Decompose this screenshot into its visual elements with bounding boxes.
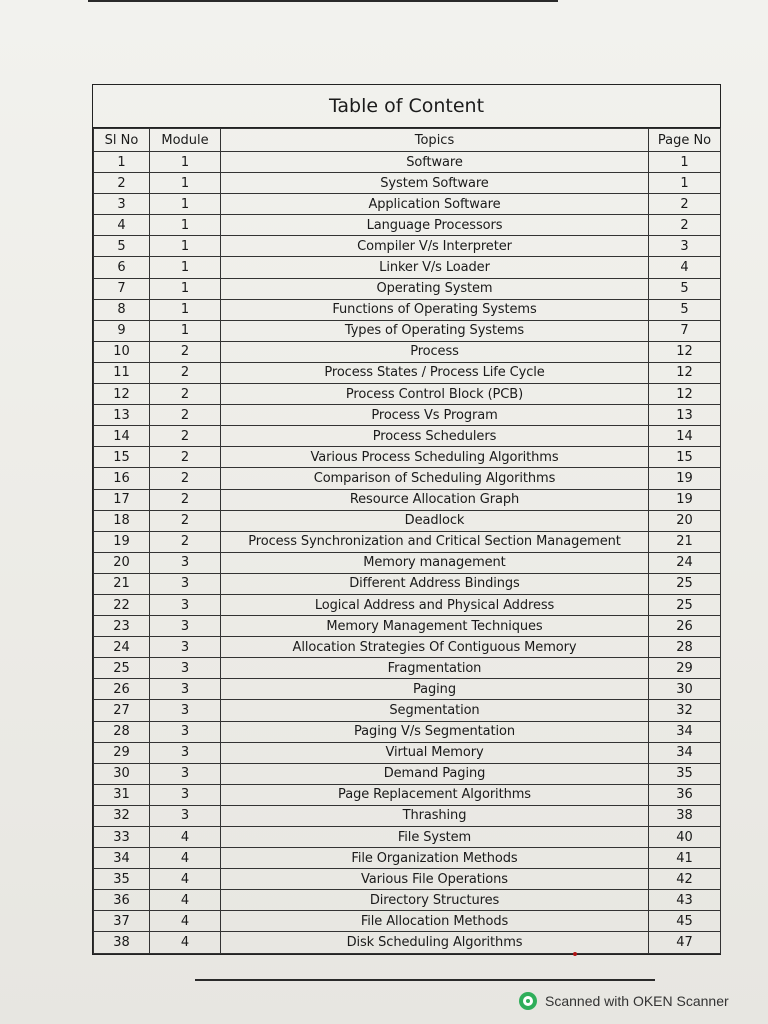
toc-body (94, 152, 721, 954)
row-module: 4 (150, 869, 221, 890)
row-sl-no: 12 (94, 384, 150, 405)
row-sl-no: 29 (94, 742, 150, 763)
row-module: 3 (150, 700, 221, 721)
row-topic: Functions of Operating Systems (221, 299, 649, 320)
table-row (94, 700, 721, 721)
row-topic: Memory Management Techniques (221, 616, 649, 637)
table-row (94, 299, 721, 320)
row-page-no: 13 (649, 405, 721, 426)
table-row (94, 489, 721, 510)
row-page-no: 7 (649, 320, 721, 341)
scanner-watermark-text: Scanned with OKEN Scanner (545, 993, 729, 1009)
row-sl-no: 17 (94, 489, 150, 510)
table-row (94, 658, 721, 679)
row-page-no: 45 (649, 911, 721, 932)
row-topic: Paging V/s Segmentation (221, 721, 649, 742)
row-module: 3 (150, 679, 221, 700)
row-topic: Types of Operating Systems (221, 320, 649, 341)
row-sl-no: 20 (94, 552, 150, 573)
row-module: 4 (150, 911, 221, 932)
row-sl-no: 32 (94, 805, 150, 826)
row-sl-no: 34 (94, 848, 150, 869)
row-page-no: 2 (649, 194, 721, 215)
row-module: 3 (150, 573, 221, 594)
row-page-no: 12 (649, 384, 721, 405)
row-module: 1 (150, 173, 221, 194)
table-row (94, 594, 721, 615)
row-module: 2 (150, 510, 221, 531)
row-topic: Application Software (221, 194, 649, 215)
table-row (94, 573, 721, 594)
table-of-content (92, 84, 721, 955)
row-sl-no: 36 (94, 890, 150, 911)
row-page-no: 25 (649, 573, 721, 594)
row-module: 2 (150, 468, 221, 489)
row-topic: Segmentation (221, 700, 649, 721)
table-row (94, 827, 721, 848)
row-sl-no: 6 (94, 257, 150, 278)
row-module: 4 (150, 827, 221, 848)
row-page-no: 1 (649, 173, 721, 194)
row-page-no: 24 (649, 552, 721, 573)
row-sl-no: 33 (94, 827, 150, 848)
row-module: 1 (150, 278, 221, 299)
table-row (94, 510, 721, 531)
table-row (94, 721, 721, 742)
row-sl-no: 7 (94, 278, 150, 299)
row-page-no: 41 (649, 848, 721, 869)
row-topic: Operating System (221, 278, 649, 299)
row-module: 2 (150, 362, 221, 383)
row-topic: Logical Address and Physical Address (221, 594, 649, 615)
row-module: 3 (150, 784, 221, 805)
toc-header-row (94, 129, 721, 152)
row-page-no: 25 (649, 594, 721, 615)
table-row (94, 531, 721, 552)
table-row (94, 405, 721, 426)
row-module: 1 (150, 152, 221, 173)
row-page-no: 32 (649, 700, 721, 721)
row-page-no: 3 (649, 236, 721, 257)
table-row (94, 426, 721, 447)
row-module: 3 (150, 805, 221, 826)
table-row (94, 236, 721, 257)
row-module: 2 (150, 447, 221, 468)
row-topic: Process States / Process Life Cycle (221, 362, 649, 383)
row-module: 3 (150, 616, 221, 637)
ink-dot (573, 952, 577, 956)
row-topic: Disk Scheduling Algorithms (221, 932, 649, 953)
row-topic: Software (221, 152, 649, 173)
row-sl-no: 15 (94, 447, 150, 468)
row-module: 2 (150, 341, 221, 362)
table-row (94, 362, 721, 383)
row-topic: Compiler V/s Interpreter (221, 236, 649, 257)
row-page-no: 14 (649, 426, 721, 447)
header-topics: Topics (221, 129, 649, 152)
table-row (94, 742, 721, 763)
row-sl-no: 22 (94, 594, 150, 615)
row-sl-no: 4 (94, 215, 150, 236)
row-page-no: 35 (649, 763, 721, 784)
header-page-no: Page No (649, 129, 721, 152)
row-topic: Process Vs Program (221, 405, 649, 426)
row-topic: File Organization Methods (221, 848, 649, 869)
table-row (94, 805, 721, 826)
row-module: 3 (150, 637, 221, 658)
row-module: 3 (150, 763, 221, 784)
row-page-no: 43 (649, 890, 721, 911)
row-page-no: 36 (649, 784, 721, 805)
row-topic: Process Schedulers (221, 426, 649, 447)
row-module: 4 (150, 932, 221, 953)
row-module: 4 (150, 848, 221, 869)
row-topic: Paging (221, 679, 649, 700)
header-sl-no: Sl No (94, 129, 150, 152)
row-page-no: 2 (649, 215, 721, 236)
row-topic: Memory management (221, 552, 649, 573)
row-topic: Linker V/s Loader (221, 257, 649, 278)
row-topic: Thrashing (221, 805, 649, 826)
row-topic: Page Replacement Algorithms (221, 784, 649, 805)
row-sl-no: 25 (94, 658, 150, 679)
row-module: 3 (150, 658, 221, 679)
row-topic: Process (221, 341, 649, 362)
row-page-no: 12 (649, 341, 721, 362)
row-sl-no: 38 (94, 932, 150, 953)
table-row (94, 616, 721, 637)
row-module: 1 (150, 257, 221, 278)
row-module: 1 (150, 215, 221, 236)
row-module: 2 (150, 531, 221, 552)
row-sl-no: 35 (94, 869, 150, 890)
row-sl-no: 9 (94, 320, 150, 341)
row-page-no: 21 (649, 531, 721, 552)
row-topic: Virtual Memory (221, 742, 649, 763)
table-row (94, 468, 721, 489)
row-module: 2 (150, 489, 221, 510)
row-sl-no: 14 (94, 426, 150, 447)
table-row (94, 278, 721, 299)
table-row (94, 320, 721, 341)
row-topic: Different Address Bindings (221, 573, 649, 594)
table-row (94, 447, 721, 468)
row-sl-no: 11 (94, 362, 150, 383)
row-topic: Various Process Scheduling Algorithms (221, 447, 649, 468)
toc-table (93, 128, 721, 954)
row-sl-no: 24 (94, 637, 150, 658)
row-module: 3 (150, 552, 221, 573)
table-row (94, 784, 721, 805)
row-module: 1 (150, 299, 221, 320)
row-page-no: 19 (649, 468, 721, 489)
row-module: 3 (150, 721, 221, 742)
row-sl-no: 3 (94, 194, 150, 215)
row-page-no: 30 (649, 679, 721, 700)
table-row (94, 637, 721, 658)
table-row (94, 679, 721, 700)
row-page-no: 19 (649, 489, 721, 510)
row-topic: Process Synchronization and Critical Section Management (221, 531, 649, 552)
table-row (94, 215, 721, 236)
row-sl-no: 2 (94, 173, 150, 194)
row-module: 2 (150, 426, 221, 447)
row-sl-no: 37 (94, 911, 150, 932)
row-page-no: 5 (649, 299, 721, 320)
row-page-no: 20 (649, 510, 721, 531)
row-sl-no: 1 (94, 152, 150, 173)
row-page-no: 34 (649, 721, 721, 742)
row-topic: Directory Structures (221, 890, 649, 911)
row-page-no: 5 (649, 278, 721, 299)
row-sl-no: 10 (94, 341, 150, 362)
row-module: 3 (150, 594, 221, 615)
row-sl-no: 8 (94, 299, 150, 320)
table-row (94, 257, 721, 278)
row-topic: Various File Operations (221, 869, 649, 890)
row-sl-no: 21 (94, 573, 150, 594)
row-topic: Demand Paging (221, 763, 649, 784)
row-sl-no: 30 (94, 763, 150, 784)
row-page-no: 12 (649, 362, 721, 383)
toc-title: Table of Content (93, 85, 720, 128)
row-module: 3 (150, 742, 221, 763)
table-row (94, 152, 721, 173)
row-sl-no: 28 (94, 721, 150, 742)
table-row (94, 890, 721, 911)
row-sl-no: 31 (94, 784, 150, 805)
table-row (94, 384, 721, 405)
header-module: Module (150, 129, 221, 152)
table-row (94, 341, 721, 362)
row-module: 1 (150, 236, 221, 257)
row-topic: System Software (221, 173, 649, 194)
bottom-rule-line (195, 979, 655, 981)
row-page-no: 15 (649, 447, 721, 468)
row-page-no: 28 (649, 637, 721, 658)
table-row (94, 869, 721, 890)
table-row (94, 173, 721, 194)
table-row (94, 194, 721, 215)
row-sl-no: 23 (94, 616, 150, 637)
row-module: 2 (150, 384, 221, 405)
row-sl-no: 19 (94, 531, 150, 552)
table-row (94, 763, 721, 784)
row-sl-no: 5 (94, 236, 150, 257)
table-row (94, 911, 721, 932)
row-module: 4 (150, 890, 221, 911)
table-row (94, 932, 721, 953)
row-module: 1 (150, 320, 221, 341)
row-module: 1 (150, 194, 221, 215)
scanner-watermark (519, 990, 729, 1012)
row-topic: Language Processors (221, 215, 649, 236)
row-page-no: 42 (649, 869, 721, 890)
row-topic: Allocation Strategies Of Contiguous Memory (221, 637, 649, 658)
row-page-no: 4 (649, 257, 721, 278)
row-sl-no: 26 (94, 679, 150, 700)
row-topic: File Allocation Methods (221, 911, 649, 932)
row-sl-no: 13 (94, 405, 150, 426)
row-page-no: 1 (649, 152, 721, 173)
oken-scanner-logo-icon (519, 992, 537, 1010)
row-page-no: 47 (649, 932, 721, 953)
row-page-no: 34 (649, 742, 721, 763)
row-sl-no: 27 (94, 700, 150, 721)
table-row (94, 848, 721, 869)
row-topic: Deadlock (221, 510, 649, 531)
row-topic: Process Control Block (PCB) (221, 384, 649, 405)
row-page-no: 26 (649, 616, 721, 637)
row-page-no: 29 (649, 658, 721, 679)
row-topic: Resource Allocation Graph (221, 489, 649, 510)
row-topic: Comparison of Scheduling Algorithms (221, 468, 649, 489)
row-module: 2 (150, 405, 221, 426)
row-page-no: 38 (649, 805, 721, 826)
top-rule-line (88, 0, 558, 2)
row-topic: Fragmentation (221, 658, 649, 679)
row-topic: File System (221, 827, 649, 848)
table-row (94, 552, 721, 573)
row-sl-no: 18 (94, 510, 150, 531)
row-sl-no: 16 (94, 468, 150, 489)
row-page-no: 40 (649, 827, 721, 848)
